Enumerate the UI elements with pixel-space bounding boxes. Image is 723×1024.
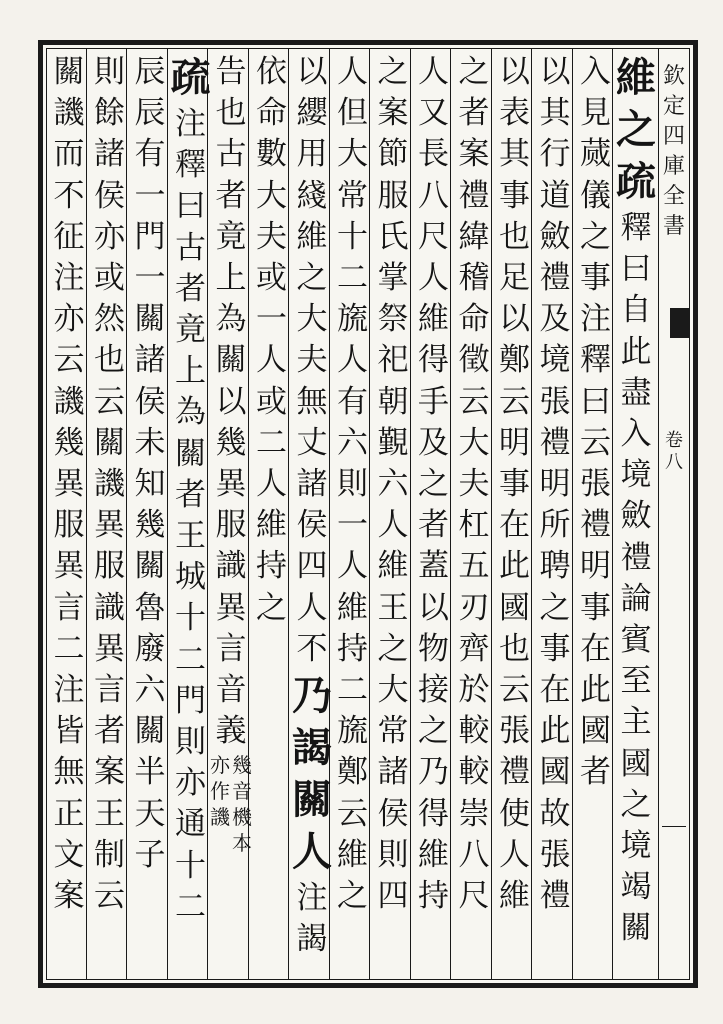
margin-rule [662,826,686,827]
fish-tail-mark [670,308,690,338]
text-column [128,52,172,972]
margin-volume-label: 卷 八 [665,430,683,473]
body-text: 告 也 古 者 竟 上 為 關 以 幾 異 服 識 異 言 音 義 [215,54,247,750]
text-column [412,52,456,972]
text-column [290,52,334,972]
text-column [169,52,213,972]
body-text: 釋 曰 自 此 盡 入 境 斂 禮 論 賓 至 主 國 之 境 竭 關 [620,210,652,947]
body-text: 以 其 行 道 斂 禮 及 境 張 禮 明 所 聘 之 事 在 此 國 故 張 禮 [539,54,571,915]
interlinear-note: 本 [232,831,252,856]
body-text: 入 見 蒇 儀 之 事 注 釋 曰 云 張 禮 明 事 在 此 國 者 [580,54,611,791]
text-column [614,52,658,972]
body-text: 人 但 大 常 十 二 旒 人 有 六 則 一 人 維 持 二 旒 鄭 云 維 之 [337,54,368,915]
text-column [209,52,253,972]
body-text: 以 表 其 事 也 足 以 鄭 云 明 事 在 此 國 也 云 張 禮 使 人 維 [499,54,530,915]
body-text: 注 謁 [296,880,328,958]
body-text: 之 者 案 禮 緯 稽 命 徵 云 大 夫 杠 五 刃 齊 於 較 較 崇 八 尺 [458,54,490,915]
margin-divider [658,48,659,980]
heading-text: 維 之 疏 [616,54,656,205]
body-text: 注 釋 曰 古 者 竟 上 為 關 者 王 城 十 二 門 則 亦 通 十 二 [175,106,206,925]
interlinear-note: 幾 亦 [210,753,252,778]
margin-book-title: 欽 定 四 庫 全 書 [662,64,685,239]
body-text: 依 命 數 大 夫 或 一 人 或 二 人 維 持 之 [256,54,287,626]
body-text: 之 案 節 服 氏 掌 祭 祀 朝 覲 六 人 維 王 之 大 常 諸 侯 則 四 [377,54,409,915]
text-column [574,52,618,972]
heading-text: 乃 謁 關 人 [292,672,332,876]
body-text: 以 纓 用 綫 維 之 大 夫 無 丈 諸 侯 四 人 不 [296,54,328,667]
body-text: 則 餘 諸 侯 亦 或 然 也 云 關 譏 異 服 識 異 言 者 案 王 制 云 [94,54,125,915]
text-column [493,52,537,972]
heading-text: 疏 [170,54,211,101]
text-column [331,52,375,972]
body-text: 人 又 長 八 尺 人 維 得 手 及 之 者 蓋 以 物 接 之 乃 得 維 持 [418,54,449,915]
text-column [88,52,132,972]
text-column [533,52,577,972]
text-column [47,52,91,972]
body-text: 關 譏 而 不 征 注 亦 云 譏 幾 異 服 異 言 二 注 皆 無 正 文 案 [53,54,85,915]
interlinear-note: 音 作 [210,779,252,804]
body-text: 辰 辰 有 一 門 一 關 諸 侯 未 知 幾 關 魯 廢 六 關 半 天 子 [134,54,166,873]
text-column [250,52,294,972]
interlinear-note: 機 譏 [210,805,252,830]
text-column [452,52,496,972]
text-column [371,52,415,972]
